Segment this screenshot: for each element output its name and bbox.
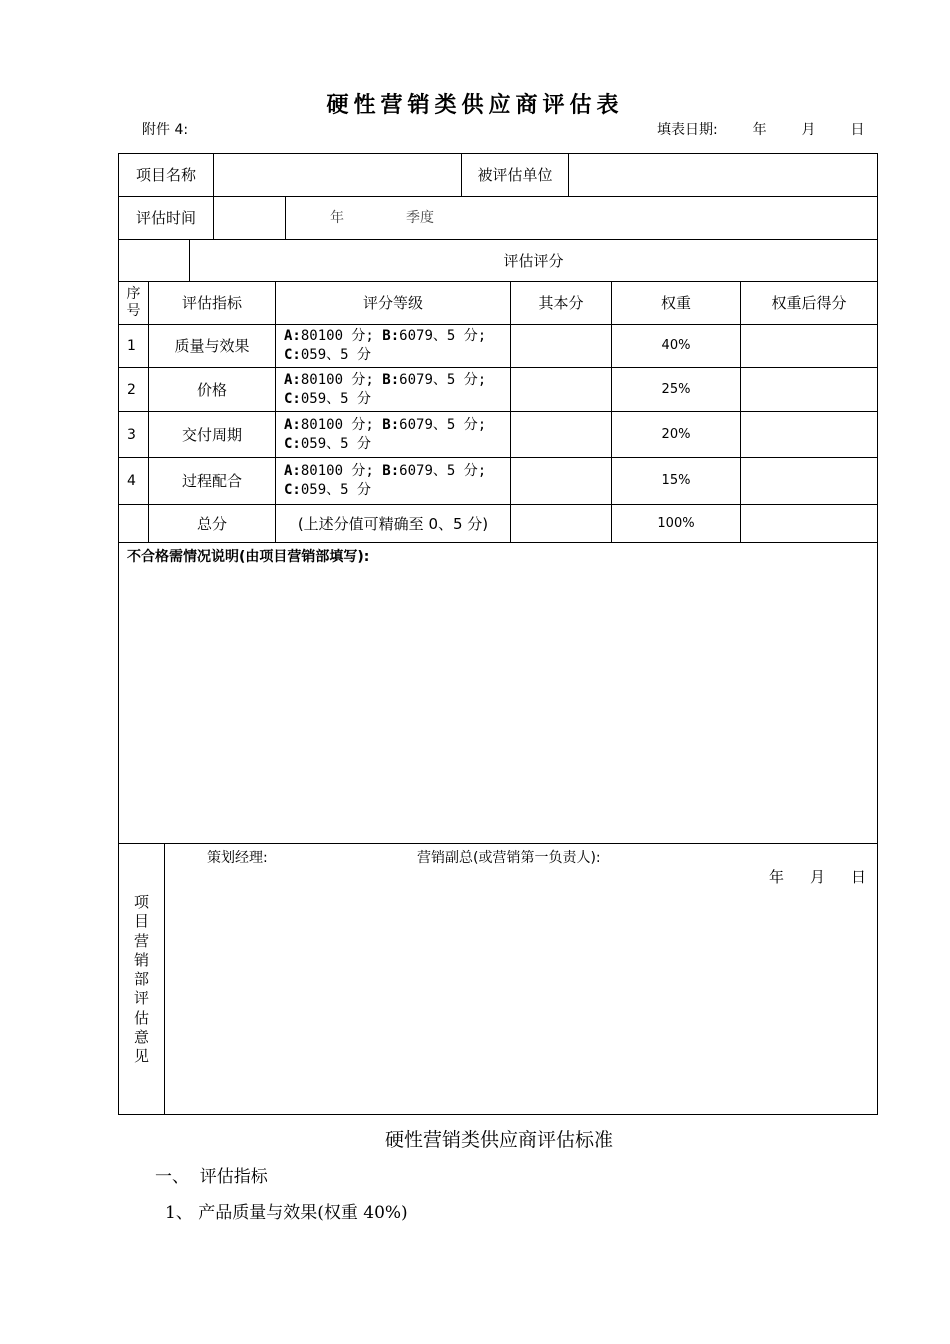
- total-base-score[interactable]: [511, 505, 611, 542]
- total-label: 总分: [196, 514, 227, 533]
- row-3-indicator: 交付周期: [181, 425, 242, 444]
- opinion-date-year: 年: [769, 868, 785, 886]
- row-4-indicator: 过程配合: [181, 472, 242, 490]
- row-1-no: 1: [127, 338, 136, 354]
- row-1-indicator: 质量与效果: [174, 337, 250, 355]
- fill-date-month: 月: [801, 122, 816, 138]
- opinion-date-day: 日: [851, 868, 867, 886]
- project-name-field[interactable]: [214, 154, 461, 196]
- row-3-grade-line1: A:80100 分; B:6079、5 分;: [284, 417, 487, 433]
- total-weighted-score[interactable]: [741, 505, 877, 542]
- row-1-grade-line1: A:80100 分; B:6079、5 分;: [284, 328, 487, 344]
- col-header-no: [119, 282, 148, 324]
- row-3-no: 3: [127, 426, 136, 443]
- row-3-grade-line2: C:059、5 分: [284, 436, 372, 452]
- row-line: [118, 542, 878, 543]
- row-line: [118, 843, 878, 844]
- evaluated-unit-label: 被评估单位: [477, 166, 553, 184]
- row-2-indicator: 价格: [196, 380, 227, 399]
- opinion-area[interactable]: [165, 880, 877, 1114]
- fill-date-label: 填表日期:: [657, 122, 718, 138]
- eval-time-quarter: 季度: [406, 210, 434, 226]
- remarks-label: 不合格需情况说明(由项目营销部填写):: [127, 549, 370, 565]
- table-border: [118, 1114, 878, 1115]
- opinion-side-label: [119, 893, 164, 1067]
- row-2-no: 2: [127, 381, 136, 398]
- eval-time-year: 年: [330, 210, 344, 226]
- row-2-base-score[interactable]: [511, 368, 611, 411]
- opinion-date-month: 月: [810, 868, 826, 886]
- row-4-weighted-score[interactable]: [741, 458, 877, 504]
- planner-label: 策划经理:: [207, 850, 268, 866]
- row-2-weight: 25%: [661, 381, 691, 397]
- row-1-grade: [284, 327, 508, 365]
- vp-label: 营销副总(或营销第一负责人):: [417, 850, 601, 866]
- row-2-grade-line1: A:80100 分; B:6079、5 分;: [284, 372, 487, 388]
- row-4-base-score[interactable]: [511, 458, 611, 504]
- attachment-number: 附件 4:: [142, 122, 189, 138]
- row-4-no: 4: [127, 473, 136, 489]
- total-weight: 100%: [657, 515, 695, 531]
- row-1-grade-line2: C:059、5 分: [284, 347, 372, 363]
- fill-date-day: 日: [850, 122, 865, 138]
- row-4-grade-line1: A:80100 分; B:6079、5 分;: [284, 463, 487, 479]
- total-note: (上述分值可精确至 0、5 分): [297, 514, 489, 533]
- opinion-side-label-text: 项目营销部评估意见: [133, 893, 149, 1066]
- row-3-weight: 20%: [661, 426, 691, 442]
- fill-date-year: 年: [752, 122, 767, 138]
- row-2-grade-line2: C:059、5 分: [284, 391, 372, 407]
- table-border: [877, 153, 878, 1115]
- col-header-grade: 评分等级: [362, 294, 423, 312]
- row-3-base-score[interactable]: [511, 412, 611, 457]
- col-line: [285, 196, 286, 239]
- row-3-weighted-score[interactable]: [741, 412, 877, 457]
- row-3-grade: [284, 416, 508, 454]
- project-name-label: 项目名称: [135, 166, 196, 184]
- col-header-no-text: 序号: [126, 286, 141, 319]
- document-title: 硬性营销类供应商评估表: [326, 93, 624, 118]
- remarks-area[interactable]: [119, 566, 877, 842]
- score-section-header: 评估评分: [503, 251, 564, 270]
- item-1-heading: 1、 产品质量与效果(权重 40%): [165, 1203, 408, 1223]
- row-1-weight: 40%: [661, 338, 691, 353]
- row-4-grade-line2: C:059、5 分: [284, 482, 372, 498]
- fill-date: [657, 119, 864, 139]
- eval-time-label: 评估时间: [135, 209, 196, 227]
- eval-time-field[interactable]: [214, 197, 285, 239]
- col-header-weight: 权重: [660, 294, 691, 312]
- row-4-weight: 15%: [661, 473, 691, 488]
- row-1-weighted-score[interactable]: [741, 325, 877, 367]
- col-header-base-score: 其本分: [538, 294, 584, 312]
- row-2-weighted-score[interactable]: [741, 368, 877, 411]
- col-header-indicator: 评估指标: [181, 294, 242, 312]
- row-2-grade: [284, 371, 508, 409]
- col-header-weighted-score: 权重后得分: [771, 294, 847, 312]
- row-4-grade: [284, 462, 508, 500]
- row-1-base-score[interactable]: [511, 325, 611, 367]
- section-1-heading: 一、 评估指标: [155, 1167, 268, 1187]
- evaluated-unit-field[interactable]: [569, 154, 877, 196]
- standard-title: 硬性营销类供应商评估标准: [384, 1129, 613, 1151]
